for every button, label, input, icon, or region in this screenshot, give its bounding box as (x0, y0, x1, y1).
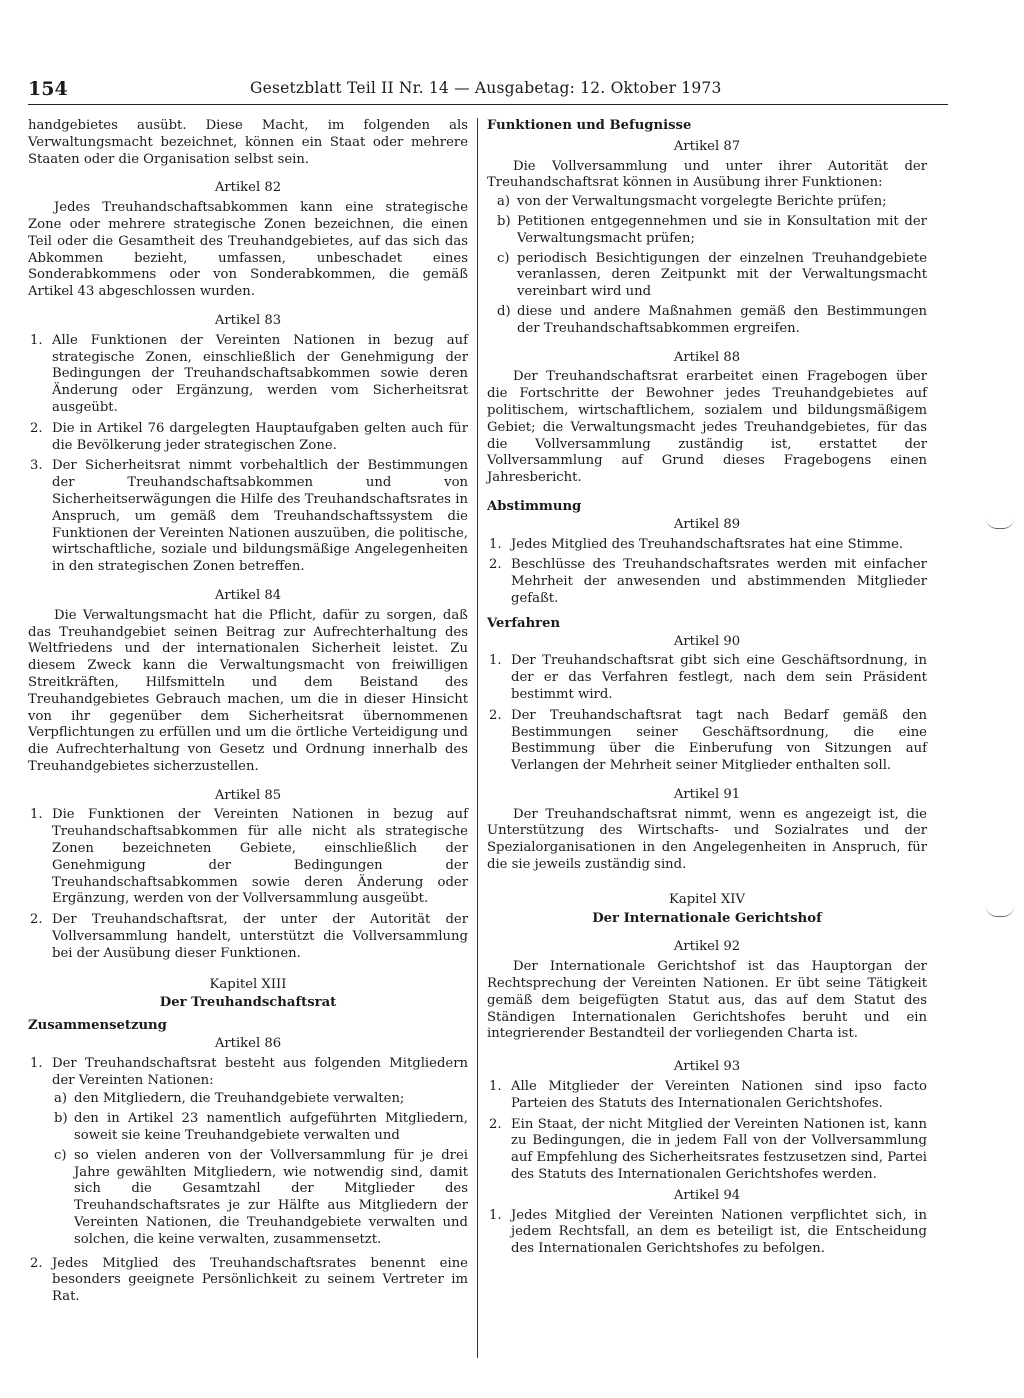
item-text: Jedes Mitglied der Vereinten Nationen verpflichtet sich, in jedem Rechtsfall, an dem es beteiligt ist, die Entscheidung des Internationalen Gerichtshofes zu befolgen. (511, 1207, 927, 1257)
section-heading-zusammensetzung: Zusammensetzung (28, 1018, 167, 1034)
article-87-text: Die Vollversammlung und unter ihrer Autorität der Treuhandschaftsrat können in Ausübung ihrer Funktionen: (487, 158, 927, 191)
sub-item-text: periodisch Besichtigungen der einzelnen Treuhandgebiete veranlassen, deren Zeitpunkt mit der Verwaltungsmacht vereinbart wird und (517, 250, 927, 300)
sub-item-text: den Mitgliedern, die Treuhandgebiete verwalten; (74, 1091, 405, 1107)
list-item (487, 1208, 927, 1258)
item-number: 3. (30, 458, 43, 474)
section-heading-funktionen: Funktionen und Befugnisse (487, 118, 692, 133)
article-83-title: Artikel 83 (214, 312, 282, 328)
list-item (28, 912, 468, 962)
page-number: 154 (28, 78, 68, 100)
sub-item-letter: c) (497, 250, 510, 266)
article-82-text: Jedes Treuhandschaftsabkommen kann eine strategische Zone oder mehrere strategische Zonen bezeichnen, die einen Teil oder die Gesamtheit des Treuhandgebietes, auf das sich das Abkommen bezieht, umfassen, unbeschadet eines Sonderabkommens oder von Sonderabkommen, die gemäß Artikel 43 abgeschlossen wurden. (28, 200, 468, 300)
sub-item-text: von der Verwaltungsmacht vorgelegte Berichte prüfen; (517, 194, 887, 210)
item-text: Jedes Mitglied des Treuhandschaftsrates hat eine Stimme. (511, 536, 904, 552)
item-number: 1. (30, 332, 43, 348)
article-91-title: Artikel 91 (673, 786, 741, 802)
article-84-title: Artikel 84 (214, 587, 282, 603)
article-92-title: Artikel 92 (673, 939, 741, 955)
chapter-13-label: Kapitel XIII (209, 976, 287, 992)
item-number: 2. (30, 420, 43, 436)
continuation-paragraph: handgebietes ausübt. Diese Macht, im folgenden als Verwaltungsmacht bezeichnet, können ein Staat oder mehrere Staaten oder die Organisation selbst sein. (28, 118, 468, 167)
item-text: Der Sicherheitsrat nimmt vorbehaltlich der Bestimmungen der Treuhandschaftsabkommen und von Sicherheitserwägungen die Hilfe des Treuhandschaftsrates in Anspruch, um gemäß dem Treuhandschaftssystem die Funktionen der Vereinten Nationen auszuüben, die politische, wirtschaftliche, soziale und bildungsmäßige Angelegenheiten in den strategischen Zonen betreffen. (52, 458, 468, 575)
sub-item (52, 1091, 468, 1108)
left-column (28, 118, 468, 1310)
sub-item-text: den in Artikel 23 namentlich aufgeführten Mitgliedern, soweit sie keine Treuhandgebiete verwalten und (74, 1111, 468, 1144)
item-number: 2. (30, 1255, 43, 1271)
sub-item-text: diese und andere Maßnahmen gemäß den Bestimmungen der Treuhandschaftsabkommen ergreifen. (517, 303, 927, 336)
margin-mark (986, 906, 1014, 917)
list-item (487, 653, 927, 703)
item-text: Jedes Mitglied des Treuhandschaftsrates benennt eine besonders geeignete Persönlichkeit zu seinem Vertreter im Rat. (52, 1255, 468, 1305)
article-88-title: Artikel 88 (673, 349, 741, 365)
sub-list (52, 1091, 468, 1248)
sub-item-letter: d) (497, 303, 511, 319)
sub-item (497, 214, 927, 248)
article-87-title: Artikel 87 (673, 138, 741, 154)
article-86-title: Artikel 86 (214, 1036, 282, 1052)
item-text: Die in Artikel 76 dargelegten Hauptaufgaben gelten auch für die Bevölkerung jeder strategischen Zone. (52, 420, 468, 453)
article-85-title: Artikel 85 (214, 787, 282, 803)
section-heading-abstimmung: Abstimmung (487, 498, 582, 514)
article-94-title: Artikel 94 (673, 1187, 741, 1203)
sub-item-text: Petitionen entgegennehmen und sie in Konsultation mit der Verwaltungsmacht prüfen; (517, 213, 927, 246)
list-item (487, 708, 927, 775)
item-text: Der Treuhandschaftsrat besteht aus folgenden Mitgliedern der Vereinten Nationen: (52, 1055, 468, 1088)
item-text: Ein Staat, der nicht Mitglied der Vereinten Nationen ist, kann zu Bedingungen, die in jedem Fall von der Vollversammlung auf Empfehlung des Sicherheitsrates festzusetzen sind, Partei des Statuts des Internationalen Gerichtshofes werden. (511, 1116, 927, 1183)
list-item (28, 1256, 468, 1306)
sub-item (497, 194, 927, 211)
sub-item-text: so vielen anderen von der Vollversammlung für je drei Jahre gewählten Mitgliedern, wie notwendig sind, damit sich die Gesamtzahl der Mitglieder des Treuhandschaftsrates je zur Hälfte aus Mitgliedern der Vereinten Nationen, die Treuhandgebiete verwalten und solchen, die keine verwalten, zusammensetzt. (74, 1147, 468, 1247)
sub-list (497, 194, 927, 337)
item-text: Der Treuhandschaftsrat tagt nach Bedarf gemäß den Bestimmungen seiner Geschäftsordnung, die eine Bestimmung über die Einberufung von Sitzungen auf Verlangen der Mehrheit seiner Mitglieder enthalten soll. (511, 707, 927, 774)
list-item (487, 1079, 927, 1113)
item-text: Alle Funktionen der Vereinten Nationen in bezug auf strategische Zonen, einschließlich der Genehmigung der Bedingungen der Treuhandschaftsabkommen sowie deren Änderung oder Ergänzung, werden vom Sicherheitsrat ausgeübt. (52, 332, 468, 415)
list-item (28, 333, 468, 417)
running-title: Gesetzblatt Teil II Nr. 14 — Ausgabetag: 12. Oktober 1973 (250, 79, 722, 97)
item-number: 2. (30, 912, 43, 928)
chapter-14-label: Kapitel XIV (668, 891, 745, 907)
sub-item (497, 304, 927, 338)
item-number: 1. (489, 653, 502, 669)
item-number: 1. (30, 807, 43, 823)
item-text: Die Funktionen der Vereinten Nationen in bezug auf Treuhandschaftsabkommen für alle nicht als strategische Zonen bezeichneten Gebiete, einschließlich der Genehmigung der Bedingungen der Treuhandschaftsabkommen sowie deren Änderung oder Ergänzung, werden von der Vollversammlung ausgeübt. (52, 807, 468, 907)
item-number: 2. (489, 707, 502, 723)
article-90-title: Artikel 90 (673, 633, 741, 649)
margin-mark (986, 518, 1014, 529)
header-rule (28, 104, 948, 105)
item-text: Der Treuhandschaftsrat, der unter der Autorität der Vollversammlung handelt, unterstützt die Vollversammlung bei der Ausübung dieser Funktionen. (52, 912, 468, 961)
column-divider (477, 118, 478, 1358)
article-89-title: Artikel 89 (673, 516, 741, 532)
list-item (28, 421, 468, 455)
article-84-text: Die Verwaltungsmacht hat die Pflicht, dafür zu sorgen, daß das Treuhandgebiet seinen Beitrag zur Aufrechterhaltung des Weltfriedens und der internationalen Sicherheit leistet. Zu diesem Zweck kann die Verwaltungsmacht von freiwilligen Streitkräften, Hilfsmitteln und dem Beistand des Treuhandgebietes Gebrauch machen, um die in dieser Hinsicht von ihr gegenüber dem Sicherheitsrat übernommenen Verpflichtungen zu erfüllen und um die örtliche Verteidigung und die Aufrechterhaltung von Gesetz und Ordnung innerhalb des Treuhandgebietes sicherzustellen. (28, 607, 468, 774)
sub-item (52, 1111, 468, 1145)
item-number: 2. (489, 557, 502, 573)
right-column (487, 118, 927, 1262)
list-item (487, 557, 927, 607)
article-88-text: Der Treuhandschaftsrat erarbeitet einen Fragebogen über die Fortschritte der Bewohner jedes Treuhandgebietes auf politischem, wirtschaftlichem, sozialem und bildungsmäßigem Gebiet; die Verwaltungsmacht jedes Treuhandgebietes, für das die Vollversammlung zuständig ist, erstattet der Vollversammlung auf Grund dieses Fragebogens einen Jahresbericht. (487, 369, 927, 486)
sub-item-letter: a) (54, 1091, 68, 1107)
item-number: 1. (30, 1055, 43, 1071)
list-item (487, 1117, 927, 1184)
list-item (28, 807, 468, 908)
list-item (28, 458, 468, 576)
article-82-title: Artikel 82 (214, 180, 282, 196)
item-text: Alle Mitglieder der Vereinten Nationen sind ipso facto Parteien des Statuts des Internationalen Gerichtshofes. (511, 1079, 927, 1111)
article-93-title: Artikel 93 (673, 1059, 741, 1075)
item-number: 2. (489, 1116, 502, 1132)
item-number: 1. (489, 1079, 502, 1095)
chapter-13-title: Der Treuhandschaftsrat (159, 995, 337, 1011)
chapter-14-title: Der Internationale Gerichtshof (592, 910, 822, 926)
item-text: Beschlüsse des Treuhandschaftsrates werden mit einfacher Mehrheit der anwesenden und abstimmenden Mitglieder gefaßt. (511, 557, 927, 606)
page-header (28, 78, 948, 102)
sub-item (52, 1148, 468, 1249)
item-number: 1. (489, 1207, 502, 1223)
sub-item-letter: a) (497, 194, 511, 210)
sub-item-letter: b) (497, 213, 511, 229)
sub-item-letter: b) (54, 1111, 68, 1127)
list-item (487, 537, 927, 554)
list-item (28, 1056, 468, 1252)
sub-item (497, 251, 927, 301)
sub-item-letter: c) (54, 1147, 67, 1163)
article-91-text: Der Treuhandschaftsrat nimmt, wenn es angezeigt ist, die Unterstützung des Wirtschafts- und Sozialrates und der Spezialorganisationen in den Angelegenheiten in Anspruch, für die sie jeweils zuständig sind. (487, 806, 927, 873)
article-92-text: Der Internationale Gerichtshof ist das Hauptorgan der Rechtsprechung der Vereinten Nationen. Er übt seine Tätigkeit gemäß dem beigefügten Statut aus, das auf dem Statut des Ständigen Internationalen Gerichtshofes beruht und ein integrierender Bestandteil der vorliegenden Charta ist. (487, 959, 927, 1042)
item-number: 1. (489, 536, 502, 552)
item-text: Der Treuhandschaftsrat gibt sich eine Geschäftsordnung, in der er das Verfahren festlegt, nach dem sein Präsident bestimmt wird. (511, 653, 927, 702)
section-heading-verfahren: Verfahren (487, 615, 561, 631)
